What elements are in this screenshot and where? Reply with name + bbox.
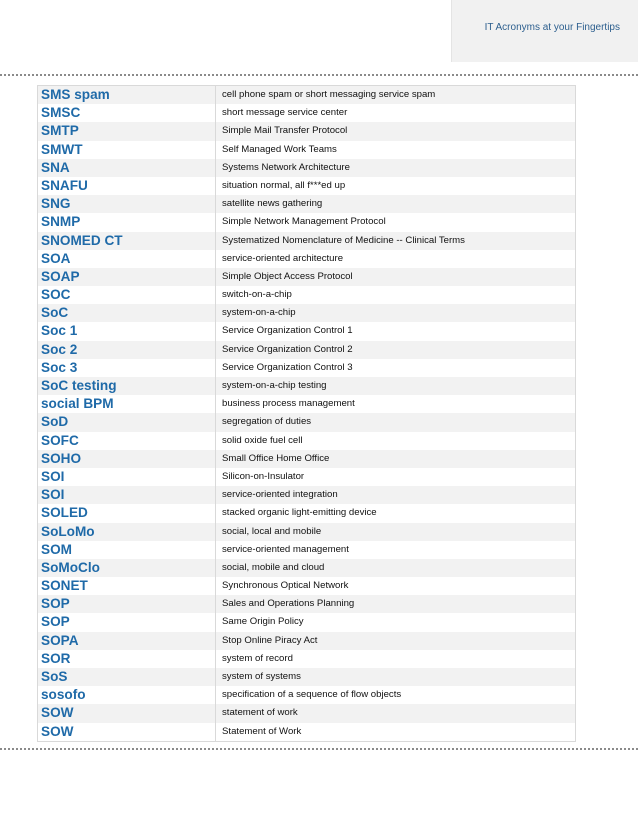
definition-cell: service-oriented architecture: [222, 252, 344, 264]
acronym-cell: SoD: [38, 413, 216, 431]
definition-cell: Systems Network Architecture: [222, 161, 350, 173]
table-row: [38, 322, 575, 340]
table-row: [38, 432, 575, 450]
acronym-cell: SOLED: [38, 504, 216, 522]
definition-cell: Silicon-on-Insulator: [222, 470, 305, 482]
header-divider: [0, 74, 638, 76]
acronym-cell: SOPA: [38, 632, 216, 650]
table-row: [38, 122, 575, 140]
acronym-cell: SOW: [38, 723, 216, 741]
header-title-tab: [451, 0, 638, 62]
definition-cell: statement of work: [222, 707, 298, 719]
acronym-cell: Soc 1: [38, 322, 216, 340]
definition-cell: short message service center: [222, 107, 348, 119]
definition-cell: system-on-a-chip: [222, 307, 296, 319]
table-row: [38, 268, 575, 286]
definition-cell: Service Organization Control 3: [222, 361, 353, 373]
acronym-cell: SOM: [38, 541, 216, 559]
definition-cell: stacked organic light-emitting device: [222, 507, 377, 519]
acronym-cell: sosofo: [38, 686, 216, 704]
acronym-cell: SOHO: [38, 450, 216, 468]
definition-cell: Stop Online Piracy Act: [222, 634, 318, 646]
acronym-table: [37, 85, 576, 742]
table-row: [38, 177, 575, 195]
table-row: [38, 523, 575, 541]
acronym-cell: SoMoClo: [38, 559, 216, 577]
definition-cell: Simple Mail Transfer Protocol: [222, 125, 348, 137]
table-row: [38, 704, 575, 722]
table-row: [38, 486, 575, 504]
acronym-cell: SOI: [38, 486, 216, 504]
header-title: IT Acronyms at your Fingertips: [484, 22, 620, 33]
definition-cell: Same Origin Policy: [222, 616, 304, 628]
table-row: [38, 595, 575, 613]
acronym-cell: SOFC: [38, 432, 216, 450]
table-row: [38, 450, 575, 468]
table-row: [38, 686, 575, 704]
definition-cell: business process management: [222, 398, 355, 410]
page-header: [0, 0, 638, 75]
table-row: [38, 250, 575, 268]
acronym-cell: SOC: [38, 286, 216, 304]
acronym-cell: SNAFU: [38, 177, 216, 195]
acronym-cell: Soc 3: [38, 359, 216, 377]
acronym-cell: SoLoMo: [38, 523, 216, 541]
definition-cell: social, mobile and cloud: [222, 561, 325, 573]
definition-cell: switch-on-a-chip: [222, 289, 292, 301]
acronym-cell: SMWT: [38, 141, 216, 159]
definition-cell: system of record: [222, 652, 293, 664]
acronym-cell: SNA: [38, 159, 216, 177]
acronym-cell: SOP: [38, 595, 216, 613]
definition-cell: situation normal, all f***ed up: [222, 179, 346, 191]
table-row: [38, 723, 575, 741]
table-row: [38, 104, 575, 122]
definition-cell: Simple Network Management Protocol: [222, 216, 386, 228]
acronym-cell: SOAP: [38, 268, 216, 286]
definition-cell: Systematized Nomenclature of Medicine -- Clinical Terms: [222, 234, 465, 246]
acronym-cell: SONET: [38, 577, 216, 595]
acronym-cell: social BPM: [38, 395, 216, 413]
table-row: [38, 195, 575, 213]
table-row: [38, 668, 575, 686]
table-row: [38, 541, 575, 559]
table-row: [38, 650, 575, 668]
definition-cell: Service Organization Control 1: [222, 325, 353, 337]
acronym-cell: SOP: [38, 613, 216, 631]
definition-cell: Statement of Work: [222, 725, 302, 737]
acronym-cell: SNMP: [38, 213, 216, 231]
footer-divider: [0, 748, 638, 750]
acronym-cell: SOR: [38, 650, 216, 668]
definition-cell: Synchronous Optical Network: [222, 580, 349, 592]
table-row: [38, 377, 575, 395]
table-row: [38, 286, 575, 304]
table-row: [38, 504, 575, 522]
table-row: [38, 559, 575, 577]
definition-cell: specification of a sequence of flow objects: [222, 689, 402, 701]
table-row: [38, 232, 575, 250]
table-row: [38, 159, 575, 177]
acronym-cell: SOI: [38, 468, 216, 486]
definition-cell: Simple Object Access Protocol: [222, 270, 353, 282]
acronym-cell: SoS: [38, 668, 216, 686]
definition-cell: system-on-a-chip testing: [222, 380, 327, 391]
acronym-cell: SMS spam: [38, 86, 216, 104]
table-row: [38, 413, 575, 431]
definition-cell: Service Organization Control 2: [222, 343, 353, 355]
definition-cell: segregation of duties: [222, 416, 312, 428]
table-row: [38, 304, 575, 322]
table-row: [38, 395, 575, 413]
acronym-cell: SoC: [38, 304, 216, 322]
definition-cell: social, local and mobile: [222, 525, 322, 537]
table-row: [38, 613, 575, 631]
acronym-cell: SMTP: [38, 122, 216, 140]
table-row: [38, 341, 575, 359]
table-row: [38, 213, 575, 231]
acronym-cell: SMSC: [38, 104, 216, 122]
acronym-cell: SNOMED CT: [38, 232, 216, 250]
table-row: [38, 632, 575, 650]
definition-cell: service-oriented management: [222, 543, 349, 555]
acronym-cell: SoC testing: [38, 377, 216, 395]
acronym-cell: SOA: [38, 250, 216, 268]
definition-cell: solid oxide fuel cell: [222, 434, 303, 446]
definition-cell: service-oriented integration: [222, 489, 338, 501]
table-row: [38, 577, 575, 595]
table-row: [38, 468, 575, 486]
acronym-cell: SNG: [38, 195, 216, 213]
table-row: [38, 359, 575, 377]
definition-cell: Sales and Operations Planning: [222, 598, 355, 610]
definition-cell: cell phone spam or short messaging service spam: [222, 89, 436, 100]
definition-cell: Self Managed Work Teams: [222, 143, 337, 155]
table-row: [38, 86, 575, 104]
definition-cell: satellite news gathering: [222, 198, 323, 210]
acronym-cell: SOW: [38, 704, 216, 722]
definition-cell: system of systems: [222, 671, 301, 682]
table-row: [38, 141, 575, 159]
acronym-cell: Soc 2: [38, 341, 216, 359]
definition-cell: Small Office Home Office: [222, 452, 330, 464]
